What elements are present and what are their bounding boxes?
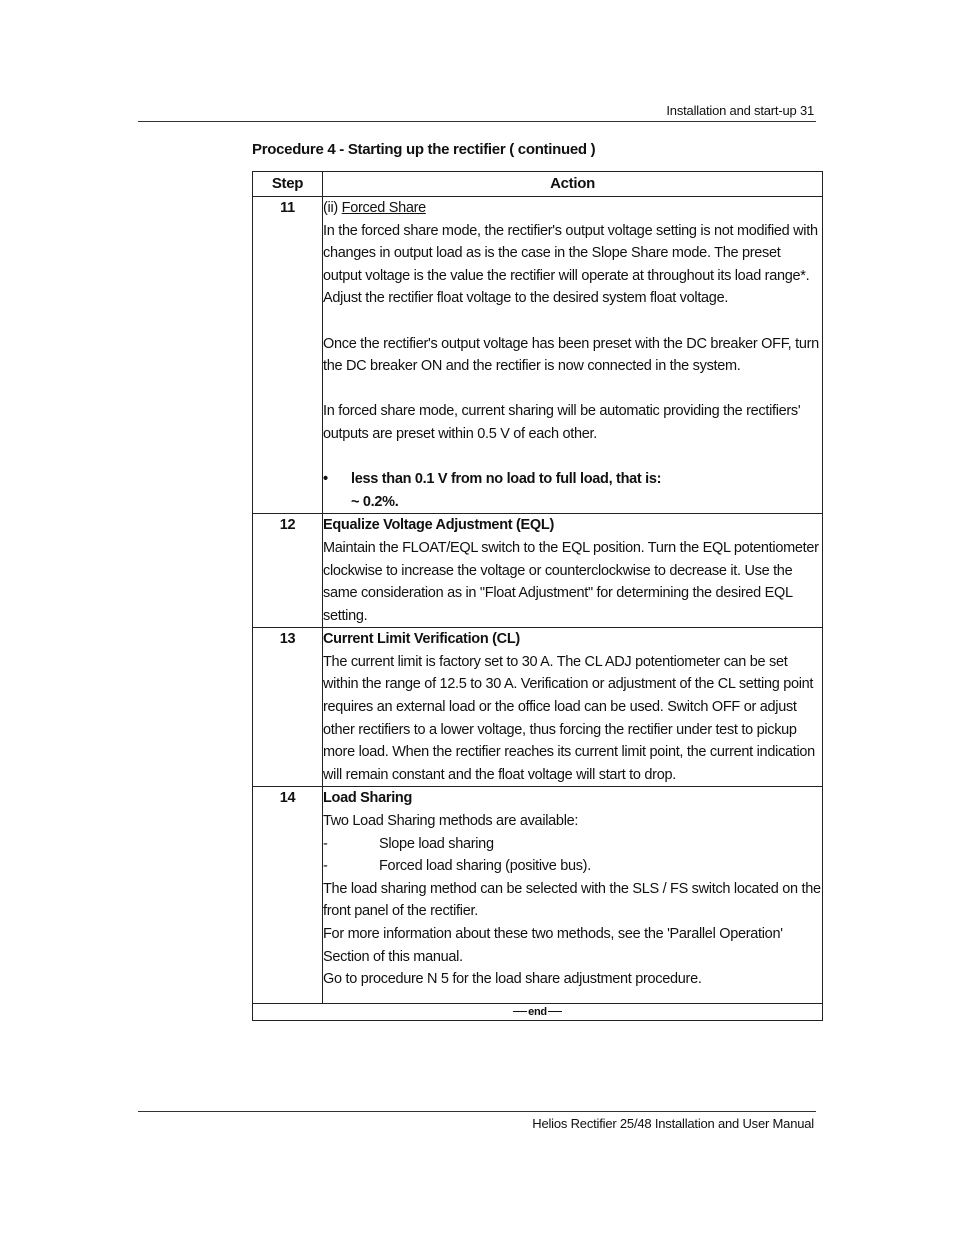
table-end-row xyxy=(253,1003,823,1020)
end-marker xyxy=(253,1003,823,1020)
step-number: 13 xyxy=(253,628,323,787)
list-item-text: Forced load sharing (positive bus). xyxy=(379,858,591,875)
table-row xyxy=(253,628,823,787)
action-cell xyxy=(323,787,823,1003)
step-title xyxy=(323,197,822,220)
paragraph: The current limit is factory set to 30 A. The CL ADJ potentiometer can be set within the range of 12.5 to 30 A. Verification or adjustment of the CL setting point requires an external load or the office load can be used. Switch OFF or adjust other rectifiers to a lower voltage, thus forcing the rectifier under test to pickup more load. When the rectifier reaches its current limit point, the current indication will remain constant and the float voltage will start to drop. xyxy=(323,653,815,783)
procedure-title: Procedure 4 - Starting up the rectifier ( continued ) xyxy=(252,141,596,158)
paragraph: Go to procedure N 5 for the load share adjustment procedure. xyxy=(323,971,702,988)
step-number: 12 xyxy=(253,514,323,628)
paragraph: For more information about these two methods, see the 'Parallel Operation' Section of this manual. xyxy=(323,926,783,965)
bullet-item xyxy=(323,468,822,491)
end-rule-right xyxy=(548,1011,562,1012)
step-number: 11 xyxy=(253,197,323,514)
step-title-text: Forced Share xyxy=(341,200,426,216)
table-row xyxy=(253,787,823,1003)
paragraph: Adjust the rectifier float voltage to the desired system float voltage. xyxy=(323,290,729,307)
paragraph: The load sharing method can be selected with the SLS / FS switch located on the front panel of the rectifier. xyxy=(323,880,821,920)
header-text: Installation and start-up 31 xyxy=(666,103,814,118)
step-title: Load Sharing xyxy=(323,790,413,807)
list-item xyxy=(323,833,822,856)
action-cell xyxy=(323,514,823,628)
bullet-text: less than 0.1 V from no load to full load, that is: xyxy=(351,471,662,488)
step-title: Current Limit Verification (CL) xyxy=(323,631,520,648)
paragraph: Two Load Sharing methods are available: xyxy=(323,813,579,830)
bullet-icon: • xyxy=(323,471,328,488)
spacer xyxy=(323,310,822,333)
paragraph: In forced share mode, current sharing will be automatic providing the rectifiers' outputs are preset within 0.5 V of each other. xyxy=(323,403,801,442)
dash-marker: - xyxy=(323,835,328,852)
paragraph: Once the rectifier's output voltage has been preset with the DC breaker OFF, turn the DC breaker ON and the rectifier is now connected in the system. xyxy=(323,335,819,375)
end-rule-left xyxy=(513,1011,527,1012)
column-header-action: Action xyxy=(323,172,823,197)
table-row xyxy=(253,197,823,514)
page-header xyxy=(138,100,816,122)
table-header-row xyxy=(253,172,823,197)
page-footer xyxy=(138,1111,816,1131)
footer-text: Helios Rectifier 25/48 Installation and User Manual xyxy=(532,1116,814,1131)
procedure-table xyxy=(252,171,823,1021)
end-label: end xyxy=(528,1005,547,1018)
column-header-step: Step xyxy=(253,172,323,197)
paragraph: Maintain the FLOAT/EQL switch to the EQL position. Turn the EQL potentiometer clockwise to increase the voltage or counterclockwise to decrease it. Use the same consideration as in "Float Adjustment" for determining the desired EQL setting. xyxy=(323,539,819,624)
action-cell xyxy=(323,628,823,787)
list-item-text: Slope load sharing xyxy=(379,835,494,852)
list-item xyxy=(323,855,822,878)
bullet-continuation: ~ 0.2%. xyxy=(351,493,399,510)
table-row xyxy=(253,514,823,628)
step-number: 14 xyxy=(253,787,323,1003)
action-cell xyxy=(323,197,823,514)
spacer xyxy=(323,446,822,469)
step-title: Equalize Voltage Adjustment (EQL) xyxy=(323,517,554,534)
dash-marker: - xyxy=(323,858,328,875)
step-title-prefix: (ii) xyxy=(323,200,342,216)
paragraph: In the forced share mode, the rectifier's output voltage setting is not modified with changes in output load as is the case in the Slope Share mode. The preset output voltage is the value the rectifier will operate at throughout its load range*. xyxy=(323,222,818,284)
spacer xyxy=(323,378,822,401)
